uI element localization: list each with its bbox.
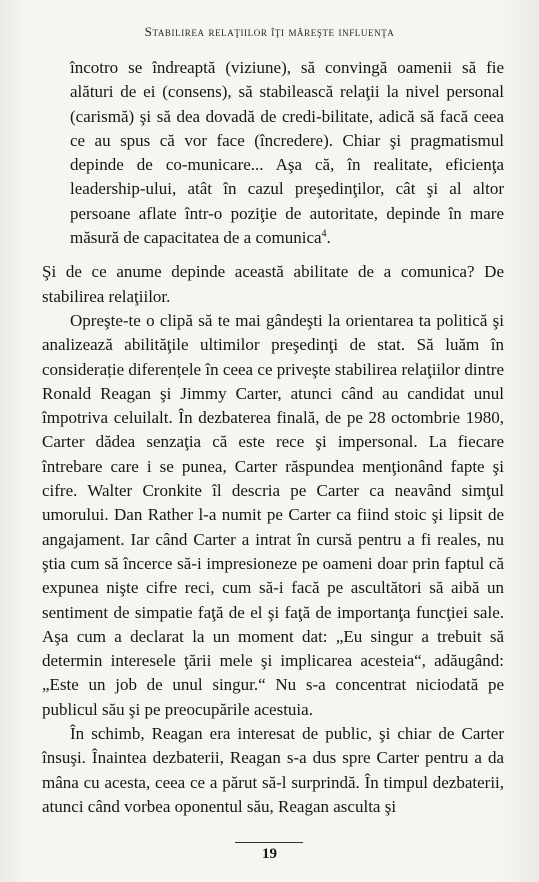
text-line: da mâna cu acesta, ceea ce a părut să-l surprindă. În timpul: [42, 748, 504, 792]
text-line: dezbaterii, atunci când vorbea oponentul său, Reagan asculta şi: [42, 772, 505, 816]
paragraph-carter: [42, 309, 504, 722]
block-quote: [70, 56, 504, 250]
text-line: unul împotriva celuilalt. În dezbaterea finală, de pe 28 octombrie: [42, 383, 505, 428]
footnote-reference: 4: [321, 228, 327, 240]
quote-line: să fie alături de ei (consens), să stabilească relaţii la: [70, 58, 504, 102]
text-line: de angajament. Iar când Carter a intrat în cursă pentru a fi reales,: [42, 505, 504, 549]
quote-line: municare... Aşa că, în realitate, eficienţa leadership-: [70, 155, 504, 199]
page-number: 19: [262, 846, 277, 862]
text-line: aibă un sentiment de simpatie faţă de el şi faţă de importanţa: [42, 578, 504, 622]
quote-line: încotro se îndreaptă (viziune), să convingă oamenii: [70, 58, 453, 77]
text-line: cifre. Walter Cronkite îl descria pe Carter ca neavând simţul: [42, 481, 504, 501]
text-line: stabilirea relaţiilor.: [42, 286, 171, 306]
quote-line: nivel personal (carismă) şi să dea dovadă de credi-: [70, 82, 504, 126]
text-line: Opreşte-te o clipă să te mai gândeşti la orientarea ta politică şi: [70, 310, 504, 330]
text-line: niciodată pe publicul său şi pe preocupările acestuia.: [42, 675, 504, 719]
text-line: Şi de ce anume depinde această abilitate de a comunica? De: [42, 262, 504, 282]
text-line: trebuit să determin interesele ţării mele şi implicarea acesteia“,: [42, 626, 504, 671]
text-line: 1980, Carter dădea senzaţia că este rece şi impersonal. La fiecare: [42, 408, 504, 452]
text-line: considerație diferențele în ceea ce priveşte stabilirea relaţiilor: [42, 359, 461, 379]
quote-line: măsură de capacitatea de a comunica: [70, 228, 322, 248]
paragraph-question: [42, 260, 504, 309]
text-line: În schimb, Reagan era interesat de public, şi chiar de Carter: [70, 724, 504, 744]
quote-line: bilitate, adică să facă ceea ce au spus că vor face: [70, 106, 504, 150]
quote-line: ului, atât în cazul preşedinţilor, cât şi al altor persoane: [70, 179, 504, 223]
body-text: [42, 56, 504, 819]
paragraph-reagan: [42, 722, 504, 819]
text-line: adăugând: „Este un job de unul singur.“ Nu s-a concentrat: [42, 651, 504, 695]
text-line: nu ştia cum să încerce să-i impresioneze pe oameni doar prin: [42, 529, 504, 573]
quote-line: aflate într-o poziţie de autoritate, depinde în mare: [138, 203, 505, 223]
footer-rule: [235, 842, 303, 843]
text-line: analizează abilităţile ultimilor preşedinţi de stat. Să luăm în: [42, 335, 504, 355]
text-line: însuşi. Înaintea dezbaterii, Reagan s-a dus spre Carter pentru a: [42, 748, 482, 768]
quote-line: (încredere). Chiar şi pragmatismul depinde de co-: [70, 130, 505, 175]
text-line: întrebare care i se punea, Carter răspundea menţionând fapte şi: [42, 456, 504, 476]
text-line: faptul că expunea nişte cifre reci, cum să-i facă pe ascultători să: [42, 553, 505, 598]
text-line: dintre Ronald Reagan şi Jimmy Carter, atunci când au candidat: [42, 359, 505, 403]
text-line: funcţiei sale. Aşa cum a declarat la un moment dat: „Eu singur a: [42, 602, 504, 646]
text-line: umorului. Dan Rather l-a numit pe Carter ca fiind stoic şi lipsit: [42, 505, 483, 525]
running-head: Stabilirea relaţiilor îţi măreşte influenţa: [144, 24, 395, 39]
quote-text: încotro se îndreaptă (viziune), să convingă oamenii să fie alături de ei (consens), să stabilească relaţii la nivel personal (carismă) şi să dea dovadă de credi-bilitate, adică să facă ceea ce au spus că vor face (încredere). Chiar şi pragmatismul depinde de co-municare... Aşa că, în realitate, eficienţa leadership-ului, atât în cazul preşedinţilor, cât şi al altor persoane aflate într-o poziţie de autoritate, depinde în mare măsură de capacitatea de a comunica$^4$.: [70, 58, 505, 248]
